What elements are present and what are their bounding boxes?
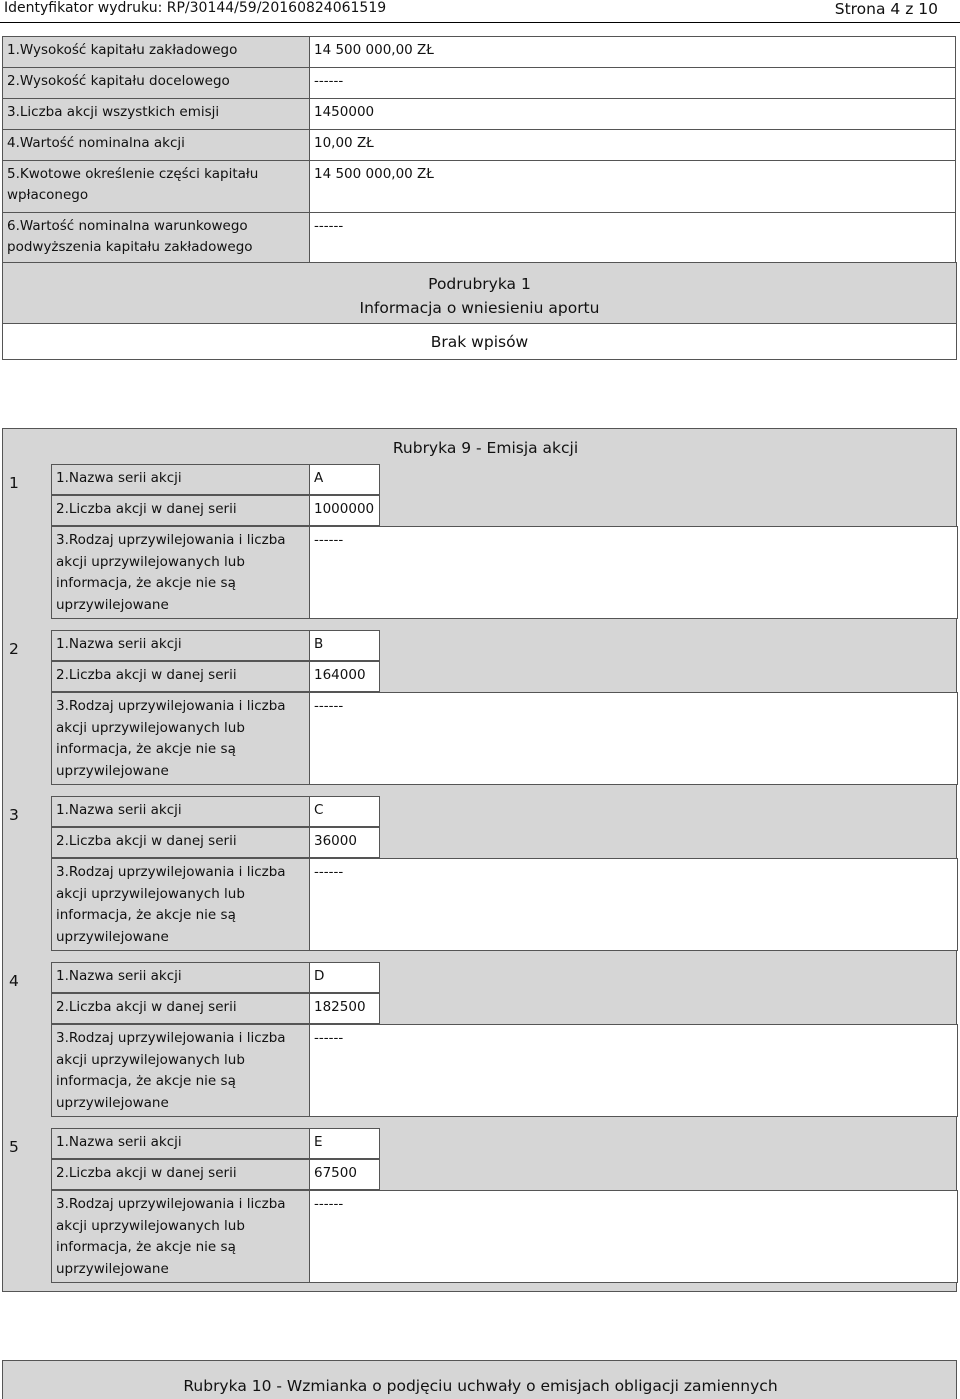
table-row	[3, 68, 956, 99]
row-value: ------	[310, 68, 956, 99]
rubryka-10-section	[2, 1360, 957, 1399]
series-privilege-value: ------	[310, 1190, 958, 1283]
series-name-label: 1.Nazwa serii akcji	[51, 796, 310, 827]
series-privilege-value: ------	[310, 858, 958, 951]
row-value: ------	[310, 213, 956, 265]
series-name-value: A	[310, 464, 380, 495]
series-count-value: 182500	[310, 993, 380, 1024]
series-count-value: 164000	[310, 661, 380, 692]
series-name-value: B	[310, 630, 380, 661]
row-value: 10,00 ZŁ	[310, 130, 956, 161]
series-privilege-label: 3.Rodzaj uprzywilejowania i liczba akcji uprzywilejowanych lub informacja, że akcje nie są uprzywilejowane	[51, 526, 310, 619]
empty-entries: Brak wpisów	[2, 323, 957, 360]
table-row	[3, 37, 956, 68]
rubryka-9-section	[2, 428, 957, 1292]
series-count-label: 2.Liczba akcji w danej serii	[51, 827, 310, 858]
series-count-value: 36000	[310, 827, 380, 858]
row-value: 14 500 000,00 ZŁ	[310, 37, 956, 68]
row-label: 4.Wartość nominalna akcji	[3, 130, 310, 161]
print-identifier: Identyfikator wydruku: RP/30144/59/20160824061519	[4, 0, 387, 16]
row-label: 1.Wysokość kapitału zakładowego	[3, 37, 310, 68]
series-number: 3	[9, 806, 19, 824]
row-label: 2.Wysokość kapitału docelowego	[3, 68, 310, 99]
row-label: 5.Kwotowe określenie części kapitału wpłaconego	[3, 161, 310, 213]
series-name-value: C	[310, 796, 380, 827]
series-privilege-value: ------	[310, 526, 958, 619]
series-privilege-label: 3.Rodzaj uprzywilejowania i liczba akcji uprzywilejowanych lub informacja, że akcje nie są uprzywilejowane	[51, 858, 310, 951]
capital-table	[2, 36, 956, 265]
series-count-label: 2.Liczba akcji w danej serii	[51, 993, 310, 1024]
series-count-value: 1000000	[310, 495, 380, 526]
row-value: 1450000	[310, 99, 956, 130]
series-privilege-label: 3.Rodzaj uprzywilejowania i liczba akcji uprzywilejowanych lub informacja, że akcje nie są uprzywilejowane	[51, 692, 310, 785]
series-name-label: 1.Nazwa serii akcji	[51, 464, 310, 495]
series-name-value: E	[310, 1128, 380, 1159]
series-privilege-label: 3.Rodzaj uprzywilejowania i liczba akcji uprzywilejowanych lub informacja, że akcje nie są uprzywilejowane	[51, 1024, 310, 1117]
page-number: Strona 4 z 10	[834, 0, 938, 18]
table-row	[3, 130, 956, 161]
series-count-label: 2.Liczba akcji w danej serii	[51, 661, 310, 692]
section-title: Rubryka 9 - Emisja akcji	[392, 439, 579, 457]
podrubryka-title: Podrubryka 1	[428, 275, 531, 293]
table-row	[3, 99, 956, 130]
section-title: Rubryka 10 - Wzmianka o podjęciu uchwały o emisjach obligacji zamiennych	[183, 1377, 778, 1395]
series-count-value: 67500	[310, 1159, 380, 1190]
series-privilege-label: 3.Rodzaj uprzywilejowania i liczba akcji uprzywilejowanych lub informacja, że akcje nie są uprzywilejowane	[51, 1190, 310, 1283]
podrubryka-subtitle: Informacja o wniesieniu aportu	[359, 299, 600, 317]
series-name-label: 1.Nazwa serii akcji	[51, 630, 310, 661]
series-number: 2	[9, 640, 19, 658]
series-name-label: 1.Nazwa serii akcji	[51, 962, 310, 993]
series-privilege-value: ------	[310, 692, 958, 785]
podrubryka-header	[2, 262, 957, 324]
table-row	[3, 213, 956, 265]
series-number: 4	[9, 972, 19, 990]
series-privilege-value: ------	[310, 1024, 958, 1117]
header-divider	[0, 22, 960, 23]
series-number: 1	[9, 474, 19, 492]
series-count-label: 2.Liczba akcji w danej serii	[51, 1159, 310, 1190]
series-number: 5	[9, 1138, 19, 1156]
series-count-label: 2.Liczba akcji w danej serii	[51, 495, 310, 526]
series-name-label: 1.Nazwa serii akcji	[51, 1128, 310, 1159]
table-row	[3, 161, 956, 213]
row-value: 14 500 000,00 ZŁ	[310, 161, 956, 213]
series-name-value: D	[310, 962, 380, 993]
row-label: 6.Wartość nominalna warunkowego podwyższenia kapitału zakładowego	[3, 213, 310, 265]
row-label: 3.Liczba akcji wszystkich emisji	[3, 99, 310, 130]
print-header	[0, 0, 960, 20]
